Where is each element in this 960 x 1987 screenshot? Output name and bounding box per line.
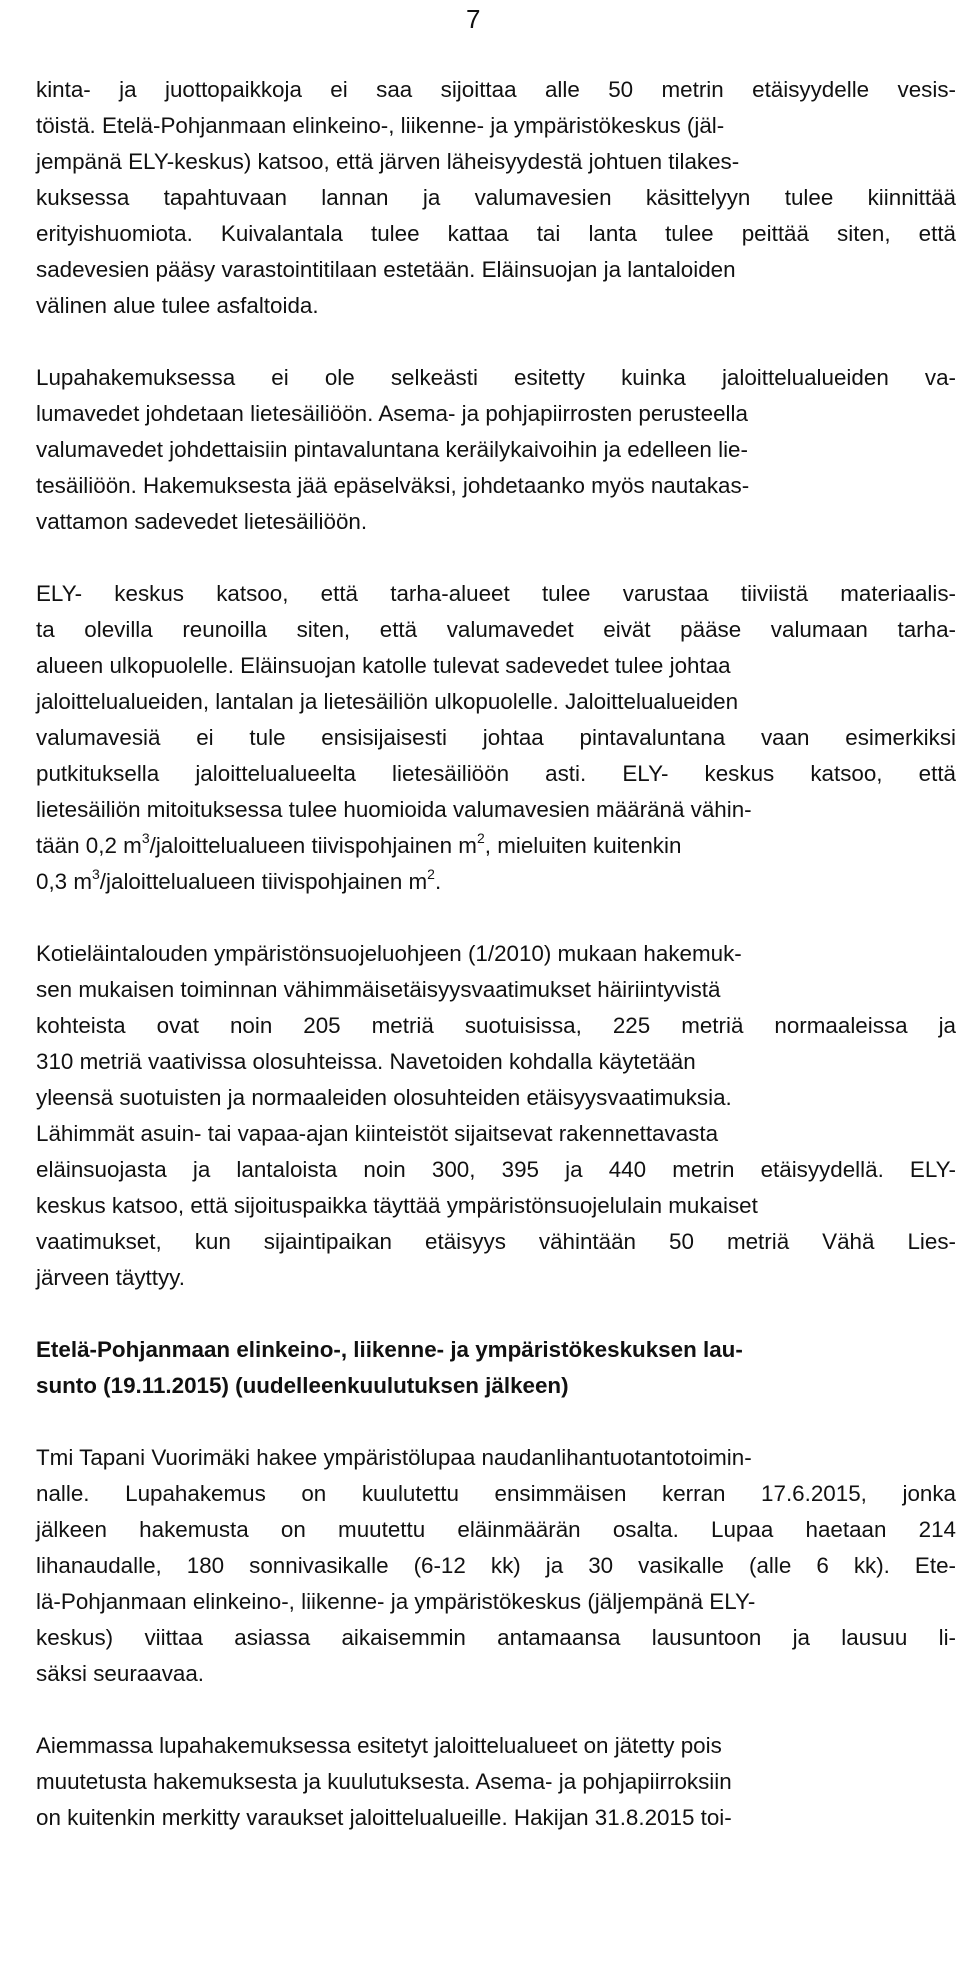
text-line: ta olevilla reunoilla siten, että valumavedet eivät pääse valumaan tarha- xyxy=(36,617,956,642)
text-line: Tmi Tapani Vuorimäki hakee ympäristölupaa naudanlihantuotantotoimin- xyxy=(36,1445,752,1470)
paragraph xyxy=(36,360,956,540)
text-line: muutetusta hakemuksesta ja kuulutuksesta. Asema- ja pohjapiirroksiin xyxy=(36,1769,732,1794)
text-line: vattamon sadevedet lietesäiliöön. xyxy=(36,509,368,534)
text-line: jälkeen hakemusta on muutettu eläinmäärän osalta. Lupaa haetaan 214 xyxy=(36,1517,956,1542)
text-line: keskus) viittaa asiassa aikaisemmin antamaansa lausuntoon ja lausuu li- xyxy=(36,1625,956,1650)
text-line: jempänä ELY-keskus) katsoo, että järven läheisyydestä johtuen tilakes- xyxy=(36,149,740,174)
document-body xyxy=(36,72,956,1872)
text-line: lietesäiliön mitoituksessa tulee huomioida valumavesien määränä vähin- xyxy=(36,797,752,822)
text-line: lihanaudalle, 180 sonnivasikalle (6-12 kk) ja 30 vasikalle (alle 6 kk). Ete- xyxy=(36,1553,956,1578)
superscript-exponent: 2 xyxy=(427,865,435,882)
text-line: Etelä-Pohjanmaan elinkeino-, liikenne- ja ympäristökeskuksen lau- xyxy=(36,1337,743,1362)
text-line: järveen täyttyy. xyxy=(36,1265,185,1290)
paragraph xyxy=(36,936,956,1296)
text-line: eläinsuojasta ja lantaloista noin 300, 395 ja 440 metrin etäisyydellä. ELY- xyxy=(36,1157,956,1182)
text-line: valumavedet johdettaisiin pintavaluntana keräilykaivoihin ja edelleen lie- xyxy=(36,437,748,462)
text-line: yleensä suotuisten ja normaaleiden olosuhteiden etäisyysvaatimuksia. xyxy=(36,1085,732,1110)
text-line: vaatimukset, kun sijaintipaikan etäisyys vähintään 50 metriä Vähä Lies- xyxy=(36,1229,956,1254)
superscript-exponent: 2 xyxy=(476,829,485,846)
text-line: sunto (19.11.2015) (uudelleenkuulutuksen jälkeen) xyxy=(36,1373,569,1398)
text-line: 0,3 $m^3$/jaloittelualueen tiivispohjainen $m^2$. xyxy=(36,865,442,894)
text-line: Lupahakemuksessa ei ole selkeästi esitetty kuinka jaloittelualueiden va- xyxy=(36,365,956,390)
superscript-exponent: 3 xyxy=(92,865,100,882)
text-line: on kuitenkin merkitty varaukset jaloittelualueille. Hakijan 31.8.2015 toi- xyxy=(36,1805,732,1830)
text-line: erityishuomiota. Kuivalantala tulee kattaa tai lanta tulee peittää siten, että xyxy=(36,221,956,246)
paragraph xyxy=(36,1728,956,1836)
text-line: lumavedet johdetaan lietesäiliöön. Asema- ja pohjapiirrosten perusteella xyxy=(36,401,748,426)
text-line: kinta- ja juottopaikkoja ei saa sijoittaa alle 50 metrin etäisyydelle vesis- xyxy=(36,77,956,102)
text-line: alueen ulkopuolelle. Eläinsuojan katolle tulevat sadevedet tulee johtaa xyxy=(36,653,731,678)
paragraph xyxy=(36,1440,956,1692)
text-line: putkituksella jaloittelualueelta lietesäiliöön asti. ELY- keskus katsoo, että xyxy=(36,761,956,786)
text-line: tään 0,2 $m^3$/jaloittelualueen tiivispohjainen $m^2$, mieluiten kuitenkin xyxy=(36,829,682,858)
text-line: töistä. Etelä-Pohjanmaan elinkeino-, liikenne- ja ympäristökeskus (jäl- xyxy=(36,113,725,138)
text-line: sen mukaisen toiminnan vähimmäisetäisyysvaatimukset häiriintyvistä xyxy=(36,977,721,1002)
text-line: sadevesien pääsy varastointitilaan estetään. Eläinsuojan ja lantaloiden xyxy=(36,257,736,282)
text-line: kohteista ovat noin 205 metriä suotuisissa, 225 metriä normaaleissa ja xyxy=(36,1013,956,1038)
superscript-exponent: 3 xyxy=(141,829,150,846)
page-number: 7 xyxy=(466,4,481,34)
text-line: jaloittelualueiden, lantalan ja lietesäiliön ulkopuolelle. Jaloittelualueiden xyxy=(36,689,739,714)
paragraph xyxy=(36,576,956,900)
text-line: kuksessa tapahtuvaan lannan ja valumavesien käsittelyyn tulee kiinnittää xyxy=(36,185,956,210)
text-line: lä-Pohjanmaan elinkeino-, liikenne- ja ympäristökeskus (jäljempänä ELY- xyxy=(36,1589,756,1614)
text-line: nalle. Lupahakemus on kuulutettu ensimmäisen kerran 17.6.2015, jonka xyxy=(36,1481,956,1506)
text-line: ELY- keskus katsoo, että tarha-alueet tulee varustaa tiiviistä materiaalis- xyxy=(36,581,956,606)
text-line: tesäiliöön. Hakemuksesta jää epäselväksi, johdetaanko myös nautakas- xyxy=(36,473,750,498)
text-line: keskus katsoo, että sijoituspaikka täyttää ympäristönsuojelulain mukaiset xyxy=(36,1193,758,1218)
text-line: Aiemmassa lupahakemuksessa esitetyt jaloittelualueet on jätetty pois xyxy=(36,1733,722,1758)
text-line: valumavesiä ei tule ensisijaisesti johtaa pintavaluntana vaan esimerkiksi xyxy=(36,725,956,750)
paragraph xyxy=(36,72,956,324)
text-line: 310 metriä vaativissa olosuhteissa. Navetoiden kohdalla käytetään xyxy=(36,1049,696,1074)
text-line: Kotieläintalouden ympäristönsuojeluohjeen (1/2010) mukaan hakemuk- xyxy=(36,941,742,966)
text-line: Lähimmät asuin- tai vapaa-ajan kiinteistöt sijaitsevat rakennettavasta xyxy=(36,1121,719,1146)
text-line: säksi seuraavaa. xyxy=(36,1661,205,1686)
text-line: välinen alue tulee asfaltoida. xyxy=(36,293,319,318)
section-heading xyxy=(36,1332,956,1404)
